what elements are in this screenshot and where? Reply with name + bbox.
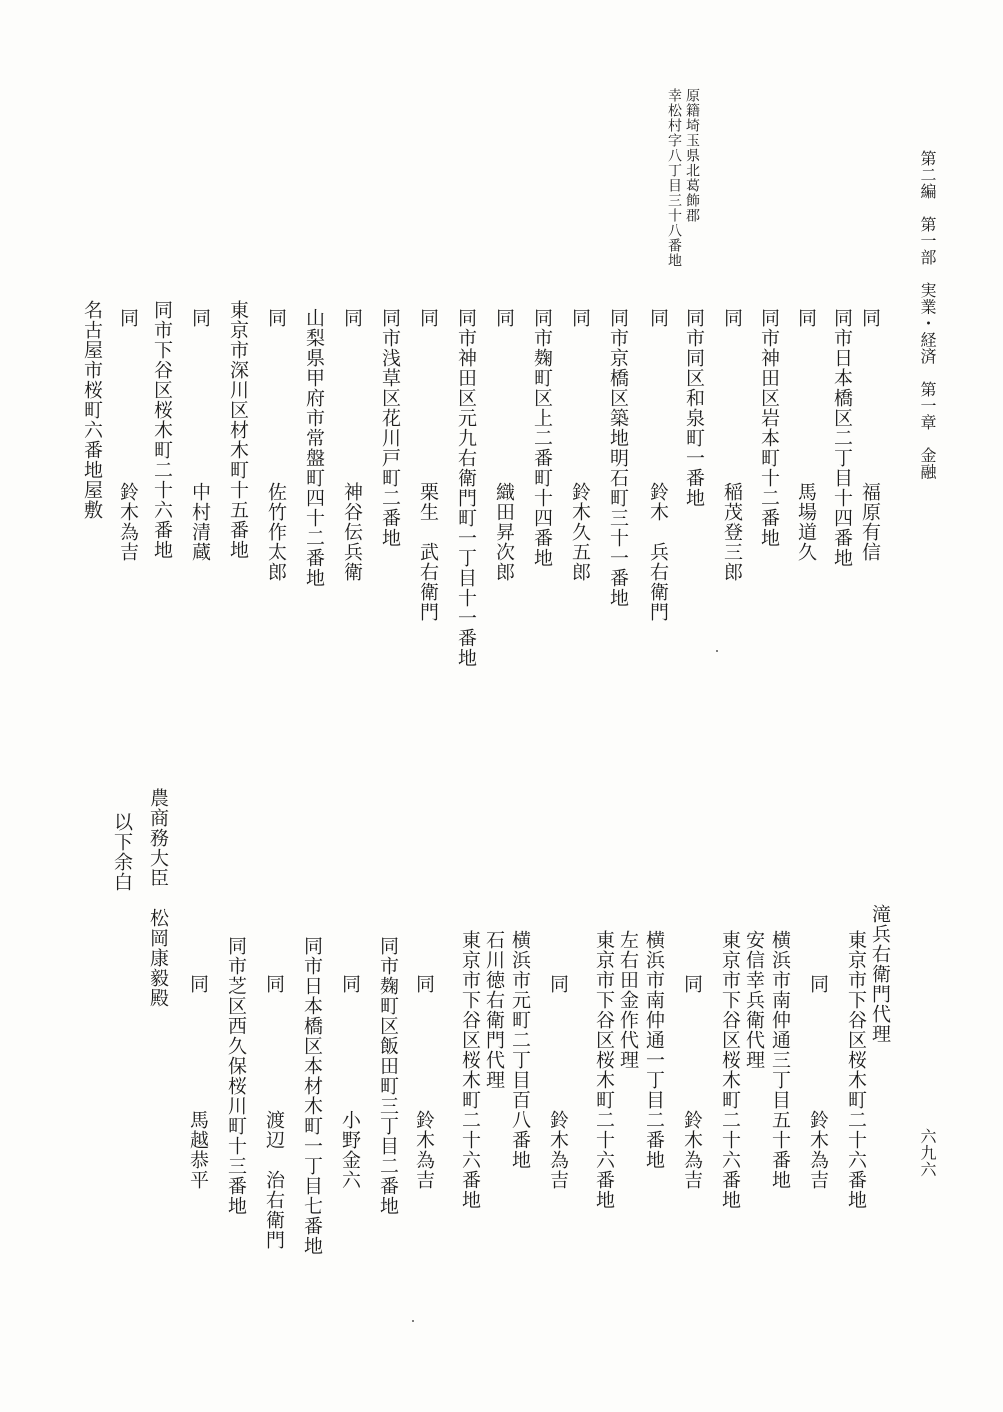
- lower-entry-19-name: 渡辺 治右衛門: [263, 1110, 285, 1250]
- lower-entry-15-name: 鈴木為吉: [413, 1110, 435, 1190]
- page-number: 六九六: [918, 1128, 937, 1178]
- lower-entry-19-address: 同: [263, 974, 285, 994]
- upper-entry-9-address: 同: [569, 308, 591, 328]
- upper-entry-8-address: 同市京橋区築地明石町三十一番地: [607, 308, 629, 608]
- lower-entry-17-name: 小野金六: [339, 1110, 361, 1190]
- upper-entry-4-address: 同市神田区岩本町十二番地: [758, 308, 780, 548]
- lower-entry-21-address: 同: [187, 974, 209, 994]
- upper-entry-13-address: 同: [417, 308, 439, 328]
- upper-entry-15-address: 同: [341, 308, 363, 328]
- upper-entry-17-name: 佐竹作太郎: [265, 482, 287, 582]
- upper-entry-19-name: 中村清蔵: [189, 482, 211, 562]
- lower-entry-3-address: 同: [807, 974, 829, 994]
- lower-entry-21-name: 馬越恭平: [187, 1110, 209, 1190]
- origin-line-2: 幸松村字八丁目三十八番地: [666, 88, 682, 268]
- lower-line-12: 横浜市元町二丁目百八番地: [509, 930, 531, 1170]
- upper-entry-11-address: 同: [493, 308, 515, 328]
- upper-entry-7-address: 同: [647, 308, 669, 328]
- upper-entry-19-address: 同: [189, 308, 211, 328]
- upper-entry-10-address: 同市麹町区上二番町十四番地: [531, 308, 553, 568]
- lower-entry-17-address: 同: [339, 974, 361, 994]
- upper-entry-7-name: 鈴木 兵右衛門: [647, 482, 669, 622]
- scan-speck: [412, 1320, 414, 1322]
- upper-entry-9-name: 鈴木久五郎: [569, 482, 591, 582]
- running-title: 第二編 第一部 実業・経済 第一章 金融: [918, 150, 937, 480]
- upper-entry-20-address: 同市下谷区桜木町二十六番地: [151, 300, 173, 560]
- lower-line-8: 横浜市南仲通一丁目二番地: [643, 930, 665, 1170]
- lower-line-1: 滝兵右衛門代理: [869, 904, 891, 1044]
- upper-entry-11-name: 織田昇次郎: [493, 482, 515, 582]
- upper-entry-2-address: 同市日本橋区二丁目十四番地: [831, 308, 853, 568]
- upper-entry-1-name: 福原有信: [859, 482, 881, 562]
- lower-line-10: 東京市下谷区桜木町二十六番地: [593, 930, 615, 1210]
- upper-entry-14-address: 同市浅草区花川戸町二番地: [379, 308, 401, 548]
- upper-entry-3-name: 馬場道久: [795, 482, 817, 562]
- lower-line-18: 同市日本橋区本材木町一丁目七番地: [301, 936, 323, 1256]
- lower-line-13: 石川徳右衛門代理: [483, 930, 505, 1090]
- upper-entry-6-address: 同市同区和泉町一番地: [683, 308, 705, 508]
- lower-line-9: 左右田金作代理: [617, 930, 639, 1070]
- upper-entry-15-name: 神谷伝兵衛: [341, 482, 363, 582]
- lower-line-20: 同市芝区西久保桜川町十三番地: [225, 936, 247, 1216]
- signature-line: 農商務大臣 松岡康毅殿: [147, 788, 169, 1008]
- lower-entry-15-address: 同: [413, 974, 435, 994]
- upper-entry-18-address: 東京市深川区材木町十五番地: [227, 300, 249, 560]
- lower-entry-3-name: 鈴木為吉: [807, 1110, 829, 1190]
- origin-line-1: 原籍埼玉県北葛飾郡: [684, 88, 700, 223]
- lower-entry-11-name: 鈴木為吉: [547, 1110, 569, 1190]
- lower-entry-7-address: 同: [681, 974, 703, 994]
- lower-line-5: 安信幸兵衛代理: [743, 930, 765, 1070]
- upper-entry-5-name: 稲茂登三郎: [721, 482, 743, 582]
- lower-entry-11-address: 同: [547, 974, 569, 994]
- lower-line-2: 東京市下谷区桜木町二十六番地: [845, 930, 867, 1210]
- lower-entry-7-name: 鈴木為吉: [681, 1110, 703, 1190]
- upper-entry-17-address: 同: [265, 308, 287, 328]
- upper-entry-21-name: 鈴木為吉: [117, 482, 139, 562]
- closing-note: 以下余白: [111, 812, 133, 892]
- upper-entry-1-address: 同: [859, 308, 881, 328]
- scan-speck: [716, 650, 718, 652]
- lower-line-16: 同市麹町区飯田町三丁目二番地: [377, 936, 399, 1216]
- lower-line-4: 横浜市南仲通三丁目五十番地: [769, 930, 791, 1190]
- upper-entry-21-address: 同: [117, 308, 139, 328]
- upper-entry-13-name: 栗生 武右衛門: [417, 482, 439, 622]
- lower-line-14: 東京市下谷区桜木町二十六番地: [459, 930, 481, 1210]
- lower-line-6: 東京市下谷区桜木町二十六番地: [719, 930, 741, 1210]
- upper-entry-12-address: 同市神田区元九右衛門町一丁目十一番地: [455, 308, 477, 668]
- upper-entry-3-address: 同: [795, 308, 817, 328]
- upper-entry-22-address: 名古屋市桜町六番地屋敷: [81, 300, 103, 520]
- upper-entry-16-address: 山梨県甲府市常盤町四十二番地: [303, 308, 325, 588]
- upper-entry-5-address: 同: [721, 308, 743, 328]
